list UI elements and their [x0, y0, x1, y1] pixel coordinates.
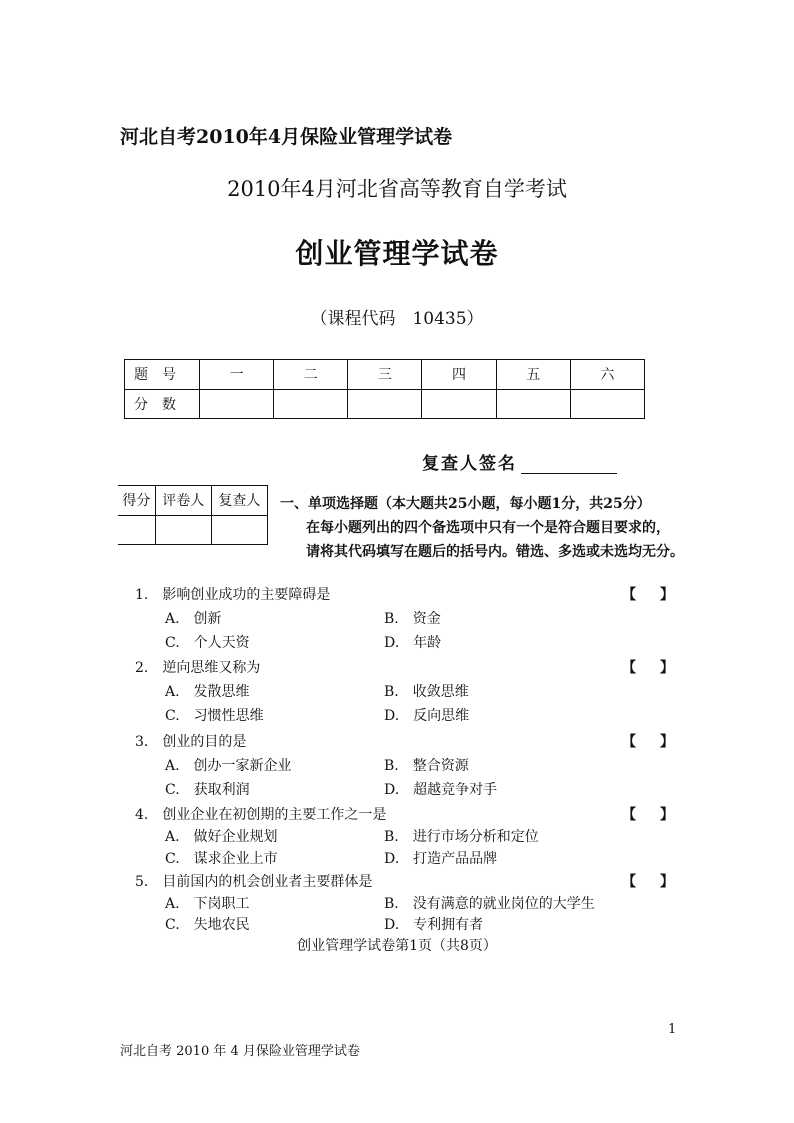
- score-column-5: 五: [496, 360, 570, 390]
- option-d: D. 打造产品品牌: [384, 851, 498, 867]
- grader-cell: [155, 515, 211, 545]
- paper-title: 创业管理学试卷: [295, 237, 499, 270]
- score-label: 分数: [125, 389, 200, 419]
- answer-bracket: 【】: [622, 734, 698, 750]
- answer-bracket: 【】: [622, 660, 698, 676]
- score-table-score-row: [125, 389, 645, 419]
- option-a: A. 发散思维: [165, 684, 250, 700]
- section-instruction-2: 请将其代码填写在题后的括号内。错选、多选或未选均无分。: [306, 544, 684, 560]
- page-number: 1: [668, 1022, 677, 1037]
- reviewer-signature-label: 复查人签名: [422, 454, 517, 474]
- score-column-2: 二: [274, 360, 348, 390]
- reviewer-signature: [422, 449, 617, 474]
- option-d: D. 年龄: [384, 635, 442, 651]
- question-stem: 1. 影响创业成功的主要障碍是: [135, 587, 331, 603]
- section-instruction-1: 在每小题列出的四个备选项中只有一个是符合题目要求的，: [306, 520, 670, 536]
- option-c: C. 个人天资: [165, 635, 250, 651]
- option-b: B. 资金: [384, 611, 441, 627]
- score-cell: [496, 389, 570, 419]
- exam-title: 2010年4月河北省高等教育自学考试: [227, 177, 567, 201]
- signature-blank-line: [521, 455, 617, 474]
- score-cell: [570, 389, 644, 419]
- section-heading: 一、单项选择题（本大题共25小题，每小题1分，共25分）: [280, 496, 651, 512]
- option-c: C. 习惯性思维: [165, 708, 264, 724]
- option-a: A. 下岗职工: [165, 896, 250, 912]
- grader-cell: [118, 515, 155, 545]
- score-table: [124, 359, 645, 419]
- option-b: B. 进行市场分析和定位: [384, 829, 539, 845]
- option-a: A. 创办一家新企业: [165, 758, 292, 774]
- answer-bracket: 【】: [622, 807, 698, 823]
- question-stem: 3. 创业的目的是: [135, 734, 247, 750]
- option-c: C. 失地农民: [165, 917, 250, 933]
- option-a: A. 创新: [165, 611, 222, 627]
- option-b: B. 整合资源: [384, 758, 469, 774]
- grader-label: 评卷人: [155, 486, 211, 516]
- score-column-4: 四: [422, 360, 496, 390]
- grader-table: [118, 485, 268, 545]
- option-d: D. 专利拥有者: [384, 917, 484, 933]
- score-table-header-row: [125, 360, 645, 390]
- score-column-6: 六: [570, 360, 644, 390]
- score-cell: [200, 389, 274, 419]
- score-column-3: 三: [348, 360, 422, 390]
- option-d: D. 超越竞争对手: [384, 782, 498, 798]
- option-b: B. 收敛思维: [384, 684, 469, 700]
- question-stem: 5. 目前国内的机会创业者主要群体是: [135, 874, 373, 890]
- page-footer: 创业管理学试卷第1页（共8页）: [297, 938, 497, 954]
- option-c: C. 获取利润: [165, 782, 250, 798]
- question-stem: 2. 逆向思维又称为: [135, 660, 261, 676]
- grader-reviewer-label: 复查人: [211, 486, 267, 516]
- answer-bracket: 【】: [622, 587, 698, 603]
- option-a: A. 做好企业规划: [165, 829, 278, 845]
- answer-bracket: 【】: [622, 874, 698, 890]
- score-cell: [422, 389, 496, 419]
- option-b: B. 没有满意的就业岗位的大学生: [384, 896, 595, 912]
- grader-score-label: 得分: [118, 486, 155, 516]
- score-column-1: 一: [200, 360, 274, 390]
- running-footer: 河北自考 2010 年 4 月保险业管理学试卷: [120, 1044, 360, 1059]
- question-number-label: 题号: [125, 360, 200, 390]
- option-c: C. 谋求企业上市: [165, 851, 278, 867]
- grader-cell: [211, 515, 267, 545]
- document-heading: 河北自考2010年4月保险业管理学试卷: [120, 126, 453, 148]
- option-d: D. 反向思维: [384, 708, 470, 724]
- question-stem: 4. 创业企业在初创期的主要工作之一是: [135, 807, 387, 823]
- score-cell: [274, 389, 348, 419]
- score-cell: [348, 389, 422, 419]
- course-code: （课程代码 10435）: [310, 309, 484, 329]
